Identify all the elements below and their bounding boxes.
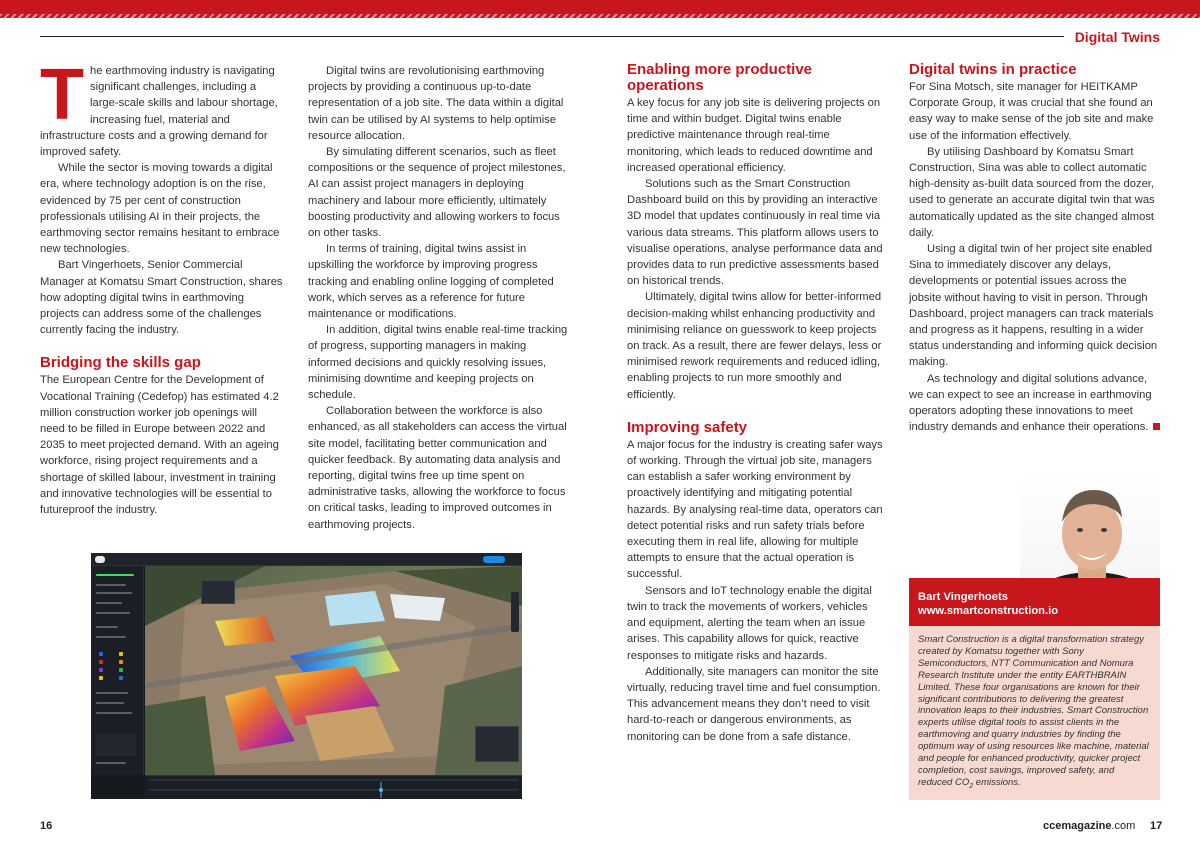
paragraph: Solutions such as the Smart Construction Dashboard build on this by providing an interactive 3D model that updates continuously in real time via various data streams. This platform allows users to visualise operations, analyse performance data and provides data to run predictive assessments based on historical trends.	[627, 178, 883, 288]
paragraph: In terms of training, digital twins assist in upskilling the workforce by improving progress tracking and enabling online logging of completed work, which serves as a reference for future maintenance or modifications.	[308, 243, 554, 321]
paragraph: Sensors and IoT technology enable the digital twin to track the movements of workers, vehicles and equipment, alerting the team when an issue arises. This capability allows for quick, reactive responses to mitigate risks and hazards.	[627, 584, 872, 662]
column-3	[627, 62, 887, 745]
section-tag: Digital Twins	[1074, 29, 1160, 45]
screenshot-toolbar	[91, 553, 522, 566]
paragraph: In addition, digital twins enable real-time tracking of progress, supporting managers in making informed decisions and quickly resolving issues, minimising downtime and keeping projects on schedule.	[308, 324, 568, 402]
paragraph-final: As technology and digital solutions advance, we can expect to see an increase in earthmoving operators adopting these innovations to meet industry demands and enhance their operations.	[909, 371, 1161, 436]
column-4	[909, 62, 1161, 435]
screenshot-left-panel	[91, 566, 144, 775]
heading-digital-twins-in-practice: Digital twins in practice	[909, 61, 1077, 78]
profile-url[interactable]: www.smartconstruction.io	[918, 605, 1059, 617]
paragraph: By utilising Dashboard by Komatsu Smart Construction, Sina was able to collect automatic high-density as-built data sourced from the dozer, used to generate an accurate digital twin that was automatically updated as the site changed almost daily.	[909, 145, 1155, 239]
site-3d-view[interactable]	[145, 566, 522, 775]
screenshot-toolbar-button	[95, 556, 105, 563]
dashboard-screenshot	[91, 553, 522, 799]
paragraph: A major focus for the industry is creating safer ways of working. Through the virtual job site, managers can establish a safer working environment by proactively identifying and mitigating potential hazards. By analysing real-time data, operators can detect potential risks and run safety trials before executing them in real life, allowing for multiple attempts to ensure that the actual operation is successful.	[627, 438, 883, 581]
paragraph: By simulating different scenarios, such as fleet compositions or the sequence of project milestones, AI can assist project managers in deploying machinery and labour more efficiently, ultimately boosting productivity and allowing workers to focus on other tasks.	[308, 146, 566, 240]
company-info-box: Smart Construction is a digital transformation strategy created by Komatsu together with Sony Semiconductors, NTT Communication and Nomura Research Institute under the entity EARTHBRAIN Limited. These four organisations are known for their significant contributions to delivering the greatest innovation leaps to their industries. Smart Construction experts utilise digital tools to assist clients in the earthmoving and quarry industries by finding the optimum way of using resources like machine, material and people for enhanced productivity, quicker project completion, cost savings, improved safety, and reduced $CO_2$ emissions.	[909, 626, 1160, 800]
page-number-left: 16	[40, 820, 53, 832]
heading-improving-safety: Improving safety	[627, 418, 748, 436]
view-tools[interactable]	[511, 592, 519, 632]
timeline-panel[interactable]	[145, 775, 522, 799]
intro-paragraph: The earthmoving industry is navigating significant challenges, including a large-scale skills and labour shortage, increasing fuel, material and infrastructure costs and a growing demand for improved safety.	[40, 55, 278, 159]
paragraph: Ultimately, digital twins allow for better-informed decision-making whilst enhancing productivity and minimising reliance on guesswork to keep projects on track. As a result, there are fewer delays, less or minimised rework requirements and reduced idling, enabling projects to run more smoothly and efficiently.	[627, 291, 882, 401]
layer-dropdown[interactable]	[201, 580, 235, 604]
co2-subscript: 2	[969, 782, 974, 790]
drop-cap: T	[40, 55, 84, 135]
paragraph: Additionally, site managers can monitor the site virtually, reducing travel time and fuel consumption. This advancement means they don’t need to visit hard-to-reach or dangerous environments, as monitoring can be done from a safe distance.	[627, 665, 881, 743]
heading-productive-operations: Enabling more productive operations	[627, 61, 813, 94]
page-number-right: 17	[1150, 820, 1163, 832]
paragraph: Collaboration between the workforce is also enhanced, as all stakeholders can access the virtual site model, facilitating better communication and quicker feedback. By automating data analysis and reporting, digital twins free up time spent on administrative tasks, allowing the workforce to focus on critical tasks, leading to improved outcomes in earthmoving projects.	[308, 405, 567, 531]
paragraph: Using a digital twin of her project site enabled Sina to immediately discover any delays, developments or potential issues across the jobsite without having to visit in person. Through Dashboard, project managers can track materials and progress as it happens, resulting in a wider status understanding and informing quick decision making.	[909, 243, 1158, 369]
paragraph: The European Centre for the Development of Vocational Training (Cedefop) has estimated 4.2 million construction worker job openings will need to be filled in Europe between 2022 and 2035 to meet projected demand. With an ageing workforce, rising project requirements and a shortage of skilled labour, investment in training and innovative technologies will be essential to futureproof the industry.	[40, 374, 279, 517]
paragraph: Digital twins are revolutionising earthmoving projects by providing a continuous up-to-date representation of a job site. The data within a digital twin can be utilised by AI systems to help optimise resource allocation.	[308, 65, 564, 142]
heading-skills-gap: Bridging the skills gap	[40, 354, 201, 372]
column-1	[40, 55, 283, 518]
paragraph: For Sina Motsch, site manager for HEITKAMP Corporate Group, it was crucial that she found an easy way to make sense of the job site and make use of the information effectively.	[909, 81, 1154, 142]
header-rule	[40, 36, 1064, 37]
timeline-graphic	[145, 776, 522, 799]
top-bar-hatch	[0, 14, 1200, 19]
paragraph: While the sector is moving towards a digital era, where technology adoption is on the rise, evidenced by 75 per cent of construction professionals utilising AI in their projects, the earthmoving sector remains hesitant to embrace new technologies.	[40, 162, 280, 256]
end-mark-icon	[1153, 423, 1160, 430]
paragraph: Bart Vingerhoets, Senior Commercial Manager at Komatsu Smart Construction, shares how adopting digital twins in earthmoving projects can address some of the challenges currently facing the industry.	[40, 259, 283, 337]
profile-name: Bart Vingerhoets	[918, 591, 1008, 603]
column-2	[308, 63, 572, 533]
minimap[interactable]	[475, 726, 519, 762]
magazine-site: ccemagazine.com	[1043, 820, 1136, 832]
screenshot-toolbar-button	[483, 556, 505, 563]
paragraph: A key focus for any job site is delivering projects on time and within budget. Digital twins enable predictive maintenance through real-time monitoring, which leads to reduced downtime and increased operational efficiency.	[627, 97, 881, 174]
